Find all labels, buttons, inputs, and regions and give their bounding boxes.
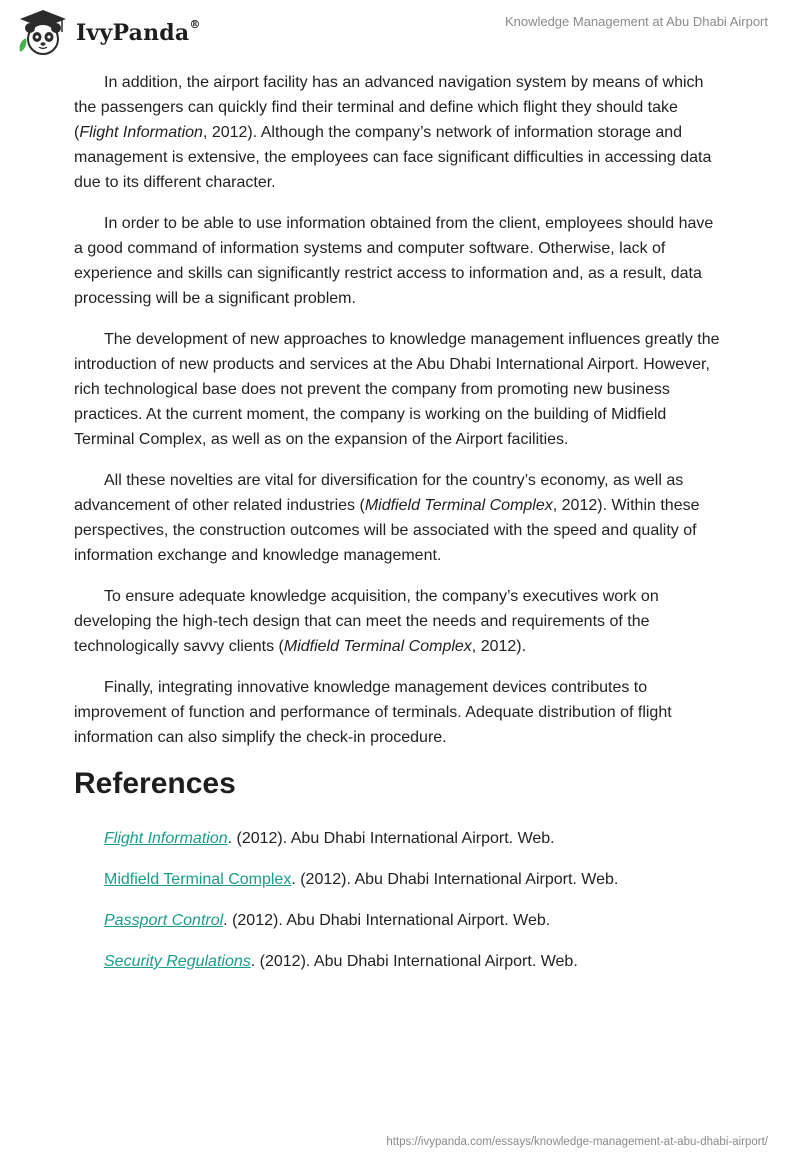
paragraph-text: All these novelties are vital for diversification for the country’s economy, as well as advancement of other related industries (	[74, 472, 684, 514]
reference-item	[104, 826, 726, 851]
reference-details: . (2012). Abu Dhabi International Airport. Web.	[250, 953, 578, 970]
paragraph-text: To ensure adequate knowledge acquisition, the company’s executives work on developing the high-tech design that can meet the needs and requirements of the technologically savvy clients (	[74, 588, 659, 655]
paragraph-text: , 2012). Although the company’s network of information storage and management is extensive, the employees can face significant difficulties in accessing data due to its different character.	[74, 124, 712, 191]
page-header	[0, 0, 800, 60]
references-list	[74, 826, 726, 974]
paragraph-text: , 2012).	[471, 638, 527, 655]
paragraph-text: , 2012). Within these perspectives, the construction outcomes will be associated with the speed and quality of information exchange and knowledge management.	[74, 497, 700, 564]
paragraph-text: In order to be able to use information obtained from the client, employees should have a good command of information systems and computer software. Otherwise, lack of experience and skills can significantly restrict access to information and, as a result, data processing will be a significant problem.	[74, 215, 714, 307]
brand-name: IvyPanda®	[76, 18, 201, 46]
references-heading: References	[74, 767, 236, 800]
reference-link[interactable]: Flight Information	[104, 830, 228, 847]
citation-title: Midfield Terminal Complex	[283, 638, 472, 655]
reference-details: . (2012). Abu Dhabi International Airport. Web.	[227, 830, 555, 847]
body-paragraph	[74, 584, 726, 659]
paragraph-text: The development of new approaches to knowledge management influences greatly the introduction of new products and services at the Abu Dhabi International Airport. However, rich technological base does not prevent the company from promoting new business practices. At the current moment, the company is working on the building of Midfield Terminal Complex, as well as on the expansion of the Airport facilities.	[74, 331, 720, 448]
reference-item	[104, 867, 726, 892]
panda-graduate-icon	[16, 8, 70, 58]
reference-item	[104, 949, 726, 974]
reference-link[interactable]: Midfield Terminal Complex	[104, 871, 292, 888]
reference-item	[104, 908, 726, 933]
body-paragraph	[74, 211, 726, 311]
reference-link[interactable]: Security Regulations	[104, 953, 251, 970]
reference-link[interactable]: Passport Control	[104, 912, 224, 929]
citation-title: Flight Information	[79, 124, 203, 141]
body-paragraph	[74, 675, 726, 750]
citation-title: Midfield Terminal Complex	[364, 497, 553, 514]
body-paragraph	[74, 468, 726, 568]
paragraph-text: Finally, integrating innovative knowledge management devices contributes to improvement of function and performance of terminals. Adequate distribution of flight information can also simplify the check-in procedure.	[74, 679, 672, 746]
body-paragraph	[74, 70, 726, 195]
essay-body	[74, 70, 726, 990]
paragraph-text: In addition, the airport facility has an advanced navigation system by means of which the passengers can quickly find their terminal and define which flight they should take (	[74, 74, 704, 141]
reference-details: . (2012). Abu Dhabi International Airport. Web.	[223, 912, 551, 929]
reference-details: . (2012). Abu Dhabi International Airport. Web.	[291, 871, 619, 888]
document-title: Knowledge Management at Abu Dhabi Airport	[504, 14, 768, 29]
paragraphs	[74, 70, 726, 750]
brand-logo[interactable]	[16, 8, 201, 58]
body-paragraph	[74, 327, 726, 452]
source-url: https://ivypanda.com/essays/knowledge-management-at-abu-dhabi-airport/	[386, 1136, 768, 1148]
